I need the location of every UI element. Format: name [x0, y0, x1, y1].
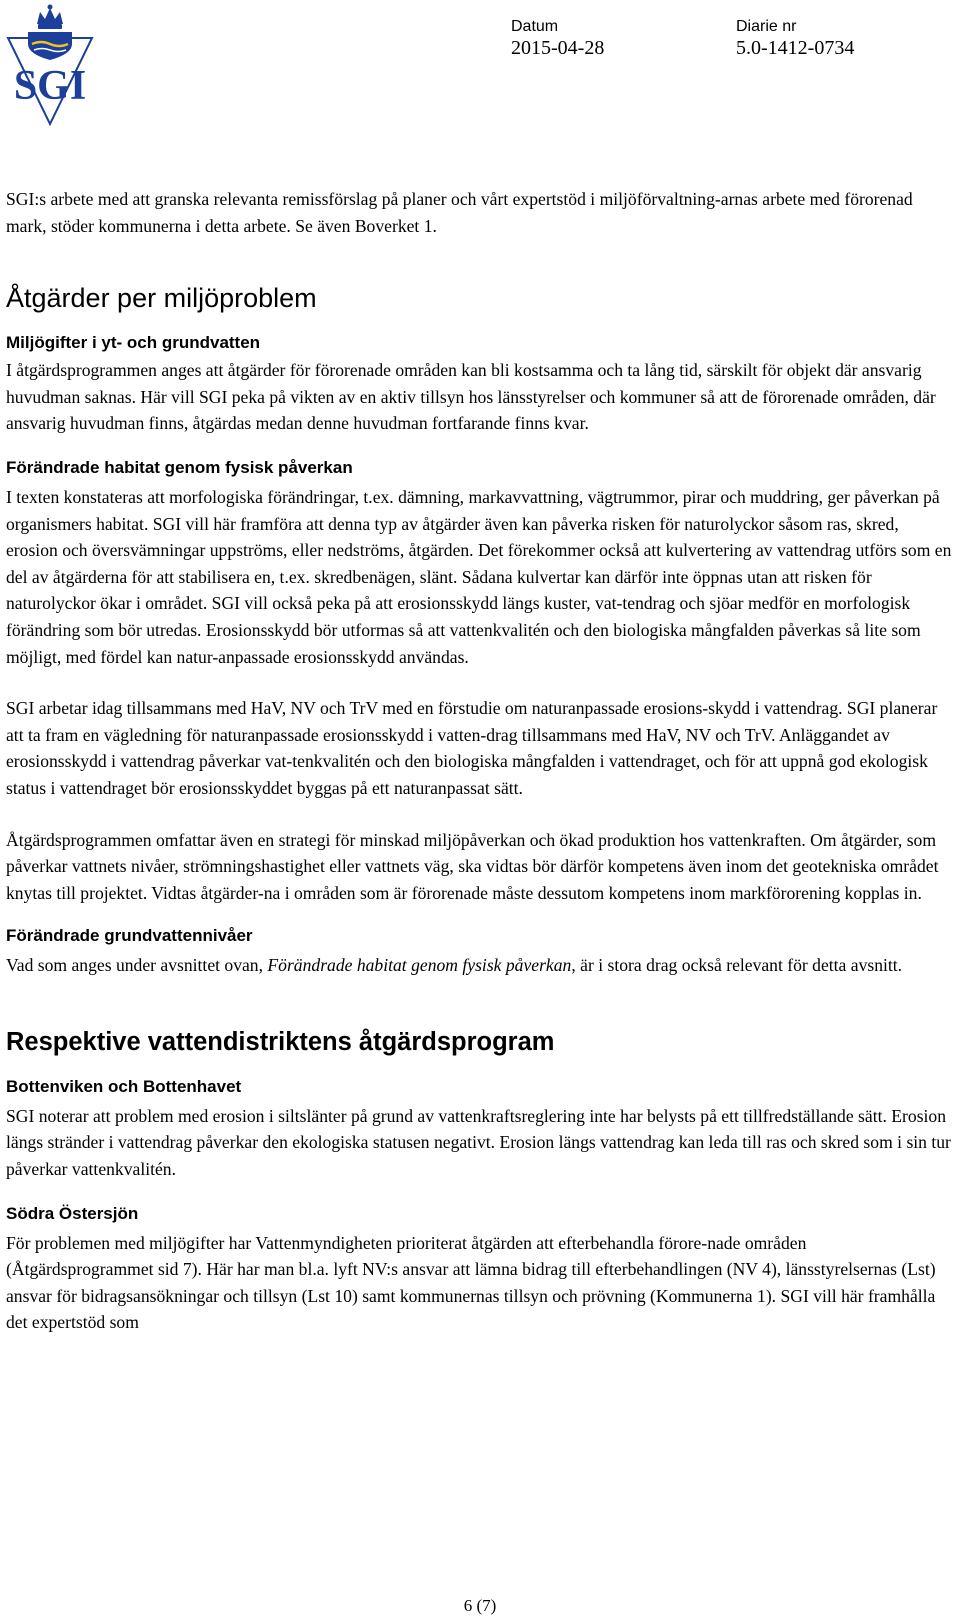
heading-respektive: Respektive vattendistriktens åtgärdsprogram — [6, 1027, 555, 1056]
paragraph-strategi: Åtgärdsprogrammen omfattar även en strategi för minskad miljöpåverkan och ökad produktion hos vattenkraften. Om åtgärder, som påverkar vattnets nivåer, strömningshastighet eller vattnets väg, ska vidtas bör därför kompetens även inom det geotekniska området knytas till projektet. Vidtas åtgärder-na i områden som är förorenade måste dessutom kompetens inom markförorening kopplas in. — [6, 829, 939, 903]
logo-text: SGI — [13, 63, 87, 109]
paragraph-sgi-arbetar: SGI arbetar idag tillsammans med HaV, NV och TrV med en förstudie om naturanpassade erosions-skydd i vattendrag. SGI planerar att ta fram en vägledning för naturanpassade erosionsskydd i vatten-drag tillsammans med HaV, NV och TrV. Anläggandet av erosionsskydd i vattendrag påverkar vat-tenkvalitén och den biologiska mångfalden i vattendraget, och för att uppnå god ekologisk status i vattendraget bör erosionsskyddet byggas på ett naturanpassat sätt. — [6, 698, 938, 798]
paragraph-sodra: För problemen med miljögifter har Vattenmyndigheten prioriterat åtgärden att efterbehandla förore-nade områden (Åtgärdsprogrammet sid 7). Här har man bl.a. lyft NV:s ansvar att lämna bidrag till efterbehandlingen (NV 4), länsstyrelsernas (Lst) ansvar för bidragsansökningar och tillsyn (Lst 10) samt kommunernas tillsyn och prövning (Kommunerna 1). SGI vill här framhålla det expertstöd som — [6, 1232, 936, 1333]
heading-grundvatten: Förändrade grundvattennivåer — [6, 926, 253, 946]
diarie-label: Diarie nr — [736, 18, 797, 35]
paragraph-habitat: I texten konstateras att morfologiska förändringar, t.ex. dämning, markavvattning, vägtrummor, pirar och muddring, ger påverkan på organismers habitat. SGI vill här framföra att denna typ av åtgärder även kan påverka risken för naturolyckor såsom ras, skred, erosion och översvämningar uppströms, eller nedströms, åtgärden. Det förekommer också att kulvertering av vattendrag utförs som en del av åtgärderna för att stabilisera en, t.ex. skredbenägen, slänt. Sådana kulvertar kan därför inte öppnas utan att risken för naturolyckor ökar i området. SGI vill också peka på att erosionsskydd längs kuster, vat-tendrag och sjöar medför en morfologisk förändring som bör utredas. Erosionsskydd bör utformas så att vattenkvalitén och den biologiska mångfalden påverkas så lite som möjligt, med fördel kan natur-anpassade erosionsskydd användas. — [6, 486, 952, 667]
heading-atgarder: Åtgärder per miljöproblem — [6, 283, 317, 314]
diarie-block — [736, 18, 854, 60]
grundvatten-text-2: , är i stora drag också relevant för detta avsnitt. — [571, 955, 903, 976]
paragraph-bottenviken: SGI noterar att problem med erosion i siltslänter på grund av vattenkraftsreglering inte har belysts på ett tillfredställande sätt. Erosion längs stränder i vattendrag påverkar den ekologiska statusen negativt. Erosion längs vattendrag kan leda till ras och skred som i sin tur påverkar vattenkvalitén. — [6, 1105, 951, 1180]
paragraph-miljogifter: I åtgärdsprogrammen anges att åtgärder för förorenade områden kan bli kostsamma och ta lång tid, särskilt för objekt där ansvarig huvudman saknas. Här vill SGI peka på vikten av en aktiv tillsyn hos länsstyrelser och kommuner så att de förorenade områden, där ansvarig huvudman finns, åtgärdas medan denne huvudman fortfarande finns kvar. — [6, 360, 936, 434]
sgi-logo — [4, 4, 100, 128]
crown-icon — [37, 5, 63, 30]
date-label: Datum — [511, 18, 559, 35]
paragraph-grundvatten — [6, 952, 954, 979]
grundvatten-text-italic: Förändrade habitat genom fysisk påverkan — [267, 955, 572, 976]
document-body — [6, 186, 954, 1336]
grundvatten-text-1: Vad som anges under avsnittet ovan, — [6, 955, 268, 976]
heading-sodra: Södra Östersjön — [6, 1203, 139, 1223]
heading-bottenviken: Bottenviken och Bottenhavet — [6, 1076, 242, 1096]
intro-paragraph: SGI:s arbete med att granska relevanta remissförslag på planer och vårt expertstöd i miljöförvaltning-arnas arbete med förorenad mark, stöder kommunerna i detta arbete. Se även Boverket 1. — [6, 189, 913, 236]
heading-habitat: Förändrade habitat genom fysisk påverkan — [6, 457, 353, 477]
date-block — [511, 18, 604, 60]
page-number: 6 (7) — [463, 1596, 497, 1615]
diarie-value: 5.0-1412-0734 — [736, 37, 855, 59]
date-value: 2015-04-28 — [511, 37, 605, 59]
heading-miljogifter: Miljögifter i yt- och grundvatten — [6, 333, 261, 353]
